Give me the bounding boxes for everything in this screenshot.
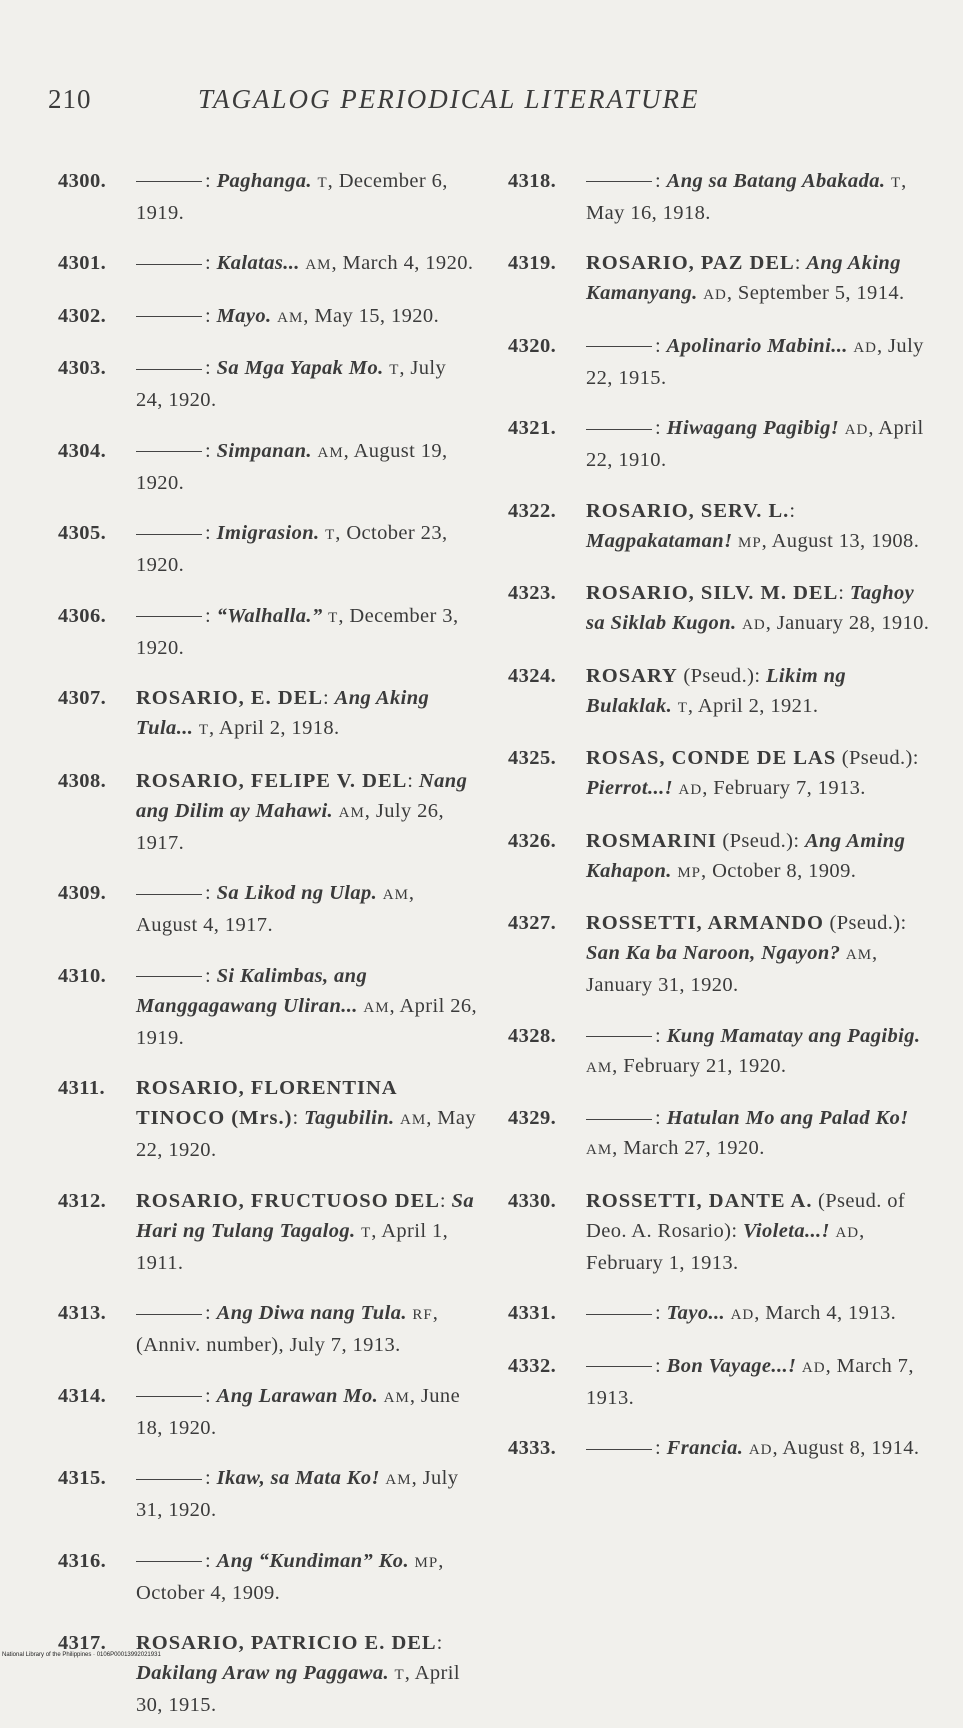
running-title: TAGALOG PERIODICAL LITERATURE	[198, 84, 700, 114]
entry-title: Kung Mamatay ang Pagibig.	[666, 1024, 921, 1047]
entry-periodical: MP	[677, 864, 702, 881]
entry-title: Ang sa Batang Abakada.	[666, 169, 886, 192]
entry-author: ROSARIO, PATRICIO E. DEL	[136, 1632, 437, 1654]
bibliography-entry	[58, 601, 478, 663]
entry-separator: :	[912, 747, 919, 769]
entry-author: ROSARIO, SILV. M. DEL	[586, 582, 839, 604]
entry-periodical: AM	[383, 1389, 410, 1406]
entry-date: , January 31, 1920.	[586, 942, 878, 996]
entry-periodical: AM	[277, 309, 304, 326]
entry-title: Kalatas...	[216, 252, 300, 274]
entry-number: 4304.	[58, 439, 107, 462]
ditto-dash	[136, 1314, 202, 1315]
entry-periodical: AD	[844, 422, 869, 438]
entry-periodical: AD	[748, 1442, 773, 1458]
bibliography-entry	[58, 1463, 478, 1525]
entry-number: 4328.	[508, 1024, 557, 1047]
bibliography-entry	[508, 661, 933, 723]
bibliography-entry	[508, 248, 933, 310]
entry-number: 4309.	[58, 882, 107, 904]
entry-title: Ang Aking Kamanyang.	[586, 252, 901, 304]
bibliography-entry	[58, 436, 478, 498]
entry-date: , August 19, 1920.	[136, 439, 448, 494]
entry-date: , February 1, 1913.	[586, 1219, 865, 1274]
entry-number: 4323.	[508, 582, 557, 604]
entry-periodical: AM	[317, 444, 344, 461]
bibliography-entry	[58, 878, 478, 940]
entry-separator: :	[205, 169, 217, 192]
right-column	[508, 145, 933, 1473]
entry-separator: :	[655, 1107, 667, 1129]
entry-date: , May 16, 1918.	[586, 169, 907, 224]
entry-periodical: AM	[586, 1059, 613, 1076]
entry-title: Ang “Kundiman” Ko.	[216, 1549, 409, 1572]
entry-periodical: T	[389, 362, 400, 378]
entry-periodical: T	[325, 527, 336, 543]
entry-number: 4300.	[58, 169, 107, 192]
entry-title: Pierrot...!	[586, 777, 673, 799]
entry-date: , April 1, 1911.	[136, 1219, 449, 1274]
entry-separator: :	[793, 829, 805, 852]
bibliography-entry	[58, 518, 478, 580]
entry-number: 4312.	[58, 1189, 107, 1212]
entry-separator: :	[794, 252, 807, 274]
entry-periodical: AD	[801, 1359, 826, 1376]
bibliography-entry	[508, 826, 933, 888]
ditto-dash	[136, 451, 202, 452]
entry-number: 4306.	[58, 604, 107, 627]
entry-title: Sa Mga Yapak Mo.	[216, 357, 384, 379]
bibliography-entry	[508, 578, 933, 640]
entry-date: , April 2, 1918.	[209, 717, 340, 739]
entry-number: 4308.	[58, 769, 107, 792]
entry-title: Bon Vayage...!	[666, 1354, 797, 1377]
entry-periodical: AD	[835, 1224, 860, 1241]
ditto-dash	[136, 316, 202, 317]
entry-date: , (Anniv. number), July 7, 1913.	[136, 1302, 439, 1356]
entry-number: 4317.	[58, 1632, 107, 1654]
ditto-dash	[136, 181, 202, 182]
entry-author: ROSARY	[586, 664, 678, 687]
entry-date: , April 26, 1919.	[136, 994, 478, 1049]
entry-date: , September 5, 1914.	[726, 282, 905, 304]
bibliography-entry	[58, 961, 478, 1053]
entry-separator: :	[655, 1354, 667, 1377]
entry-periodical: RF	[412, 1307, 433, 1323]
entry-title: Mayo.	[216, 304, 272, 327]
entry-number: 4303.	[58, 357, 107, 379]
entry-title: Hatulan Mo ang Palad Ko!	[666, 1107, 909, 1129]
entry-separator: :	[754, 664, 766, 687]
bibliography-entry	[58, 683, 478, 745]
entry-separator: :	[323, 687, 335, 709]
entry-periodical: AM	[305, 257, 332, 273]
ditto-dash	[136, 369, 202, 370]
entry-periodical: AM	[400, 1112, 427, 1128]
bibliography-entry	[508, 413, 933, 475]
entry-separator: :	[789, 499, 796, 522]
entry-separator: :	[205, 252, 217, 274]
entry-separator: :	[655, 1024, 667, 1047]
entry-date: , December 3, 1920.	[136, 604, 459, 659]
ditto-dash	[586, 1036, 652, 1037]
entry-number: 4329.	[508, 1107, 557, 1129]
entry-number: 4320.	[508, 334, 557, 357]
bibliography-entry	[58, 353, 478, 415]
entry-date: , October 8, 1909.	[701, 859, 857, 882]
entry-author: ROSMARINI	[586, 829, 717, 852]
entry-author: ROSARIO, FRUCTUOSO DEL	[136, 1189, 440, 1212]
entry-date: , April 2, 1921.	[687, 694, 819, 717]
entry-date: , August 4, 1917.	[136, 882, 415, 936]
entry-date: , July 31, 1920.	[136, 1467, 459, 1521]
entry-title: Sa Likod ng Ulap.	[216, 882, 378, 904]
entry-date: , July 24, 1920.	[136, 357, 447, 411]
entry-number: 4327.	[508, 912, 557, 934]
entry-number: 4325.	[508, 747, 557, 769]
scan-footer: National Library of the Philippines · 0106P00013992021931	[2, 1652, 161, 1658]
entry-author: ROSARIO, FLORENTINA TINOCO (Mrs.)	[136, 1077, 397, 1129]
entry-periodical: AD	[678, 782, 703, 798]
entry-date: , August 13, 1908.	[761, 529, 920, 552]
entry-separator: :	[292, 1107, 305, 1129]
entry-periodical: T	[890, 174, 902, 191]
entry-separator: :	[838, 582, 850, 604]
entry-periodical: AM	[586, 1142, 613, 1158]
entry-periodical: AM	[385, 1472, 412, 1488]
entry-title: Magpakataman!	[586, 529, 733, 552]
bibliography-entry	[508, 1433, 933, 1465]
entry-periodical: MP	[414, 1554, 439, 1571]
entry-number: 4305.	[58, 522, 107, 544]
entry-periodical: T	[328, 609, 339, 626]
entry-separator: :	[407, 769, 419, 792]
entry-separator: :	[205, 304, 217, 327]
ditto-dash	[586, 1449, 652, 1450]
entry-title: Nang ang Dilim ay Mahawi.	[136, 769, 468, 822]
entry-title: Simpanan.	[216, 439, 312, 462]
entry-separator: :	[205, 522, 217, 544]
entry-title: Francia.	[666, 1437, 744, 1459]
bibliography-entry	[58, 1073, 478, 1165]
entry-title: Hiwagang Pagibig!	[666, 417, 840, 439]
entry-title: Ang Aming Kahapon.	[586, 829, 906, 882]
entry-separator: :	[655, 1437, 667, 1459]
entry-date: , May 22, 1920.	[136, 1107, 477, 1161]
entry-separator: :	[205, 964, 217, 987]
entry-periodical: AM	[338, 804, 365, 821]
author-note: (Pseud.)	[716, 829, 794, 852]
entry-periodical: AD	[853, 339, 877, 356]
entry-separator: :	[655, 1302, 667, 1324]
entry-date: , October 4, 1909.	[136, 1549, 444, 1604]
entry-author: ROSSETTI, DANTE A.	[586, 1189, 813, 1212]
page-header	[48, 84, 928, 124]
entry-author: ROSARIO, E. DEL	[136, 687, 324, 709]
entry-title: Likim ng Bulaklak.	[586, 664, 847, 717]
entry-title: Paghanga.	[216, 169, 312, 192]
entry-title: “Walhalla.”	[216, 604, 323, 627]
entry-author: ROSARIO, PAZ DEL	[586, 252, 795, 274]
ditto-dash	[586, 346, 652, 347]
entry-periodical: T	[677, 699, 688, 716]
entry-separator: :	[205, 439, 217, 462]
bibliography-entry	[58, 166, 478, 228]
author-note: (Pseud.)	[836, 747, 913, 769]
ditto-dash	[136, 534, 202, 535]
ditto-dash	[136, 616, 202, 617]
entry-number: 4313.	[58, 1302, 107, 1324]
entry-separator: :	[205, 1302, 217, 1324]
entry-periodical: T	[394, 1667, 405, 1683]
entry-number: 4315.	[58, 1467, 107, 1489]
ditto-dash	[586, 181, 652, 182]
bibliography-entry	[58, 1628, 478, 1720]
entry-separator: :	[655, 169, 667, 192]
entry-periodical: AM	[382, 887, 409, 903]
entry-title: San Ka ba Naroon, Ngayon?	[586, 942, 841, 964]
entry-separator: :	[205, 1549, 217, 1572]
bibliography-entry	[58, 1546, 478, 1608]
entry-date: , March 4, 1920.	[331, 252, 474, 274]
entry-date: , February 7, 1913.	[702, 777, 866, 799]
entry-number: 4314.	[58, 1384, 107, 1407]
entry-title: Ang Larawan Mo.	[216, 1384, 379, 1407]
author-note: (Pseud.)	[677, 664, 755, 687]
entry-date: , May 15, 1920.	[303, 304, 440, 327]
entry-title: Tagubilin.	[304, 1107, 395, 1129]
entry-separator: :	[655, 334, 667, 357]
entry-title: Apolinario Mabini...	[666, 334, 848, 357]
bibliography-entry	[508, 166, 933, 228]
ditto-dash	[136, 1479, 202, 1480]
entry-number: 4310.	[58, 964, 107, 987]
entry-periodical: T	[317, 174, 328, 191]
bibliography-entry	[508, 1351, 933, 1413]
entry-number: 4324.	[508, 664, 557, 687]
entry-separator: :	[205, 1384, 217, 1407]
bibliography-entry	[508, 1021, 933, 1083]
entry-number: 4333.	[508, 1437, 557, 1459]
entry-date: , June 18, 1920.	[136, 1384, 461, 1439]
bibliography-entry	[58, 248, 478, 280]
bibliography-entry	[58, 301, 478, 333]
entry-number: 4322.	[508, 499, 557, 522]
entry-separator: :	[900, 912, 907, 934]
bibliography-entry	[58, 1186, 478, 1278]
author-note: (Pseud.)	[824, 912, 901, 934]
entry-title: Dakilang Araw ng Paggawa.	[136, 1662, 390, 1684]
entry-date: , March 4, 1913.	[754, 1302, 897, 1324]
entry-number: 4332.	[508, 1354, 557, 1377]
ditto-dash	[586, 429, 652, 430]
entry-title: Sa Hari ng Tulang Tagalog.	[136, 1189, 474, 1242]
entry-periodical: AD	[730, 1307, 755, 1323]
bibliography-entry	[508, 1298, 933, 1330]
entry-separator: :	[436, 1632, 443, 1654]
ditto-dash	[136, 894, 202, 895]
bibliography-entry	[508, 908, 933, 1000]
entry-number: 4321.	[508, 417, 557, 439]
bibliography-entry	[508, 743, 933, 805]
entry-separator: :	[205, 357, 217, 379]
entry-periodical: AM	[845, 947, 873, 963]
entry-number: 4301.	[58, 252, 107, 274]
page-number: 210	[48, 84, 92, 114]
entry-date: , July 26, 1917.	[136, 799, 444, 854]
entry-periodical: AD	[703, 287, 727, 303]
bibliography-entry	[508, 496, 933, 558]
ditto-dash	[136, 1561, 202, 1562]
entry-date: , October 23, 1920.	[136, 522, 448, 576]
bibliography-entry	[508, 331, 933, 393]
bibliography-entry	[508, 1186, 933, 1278]
author-note: (Pseud. of Deo. A. Rosario)	[586, 1189, 906, 1242]
entry-date: , April 22, 1910.	[586, 417, 924, 471]
entry-date: , March 27, 1920.	[612, 1137, 765, 1159]
entry-date: , August 8, 1914.	[772, 1437, 920, 1459]
left-column	[58, 145, 478, 1728]
entry-date: , January 28, 1910.	[765, 612, 930, 634]
entry-separator: :	[731, 1219, 743, 1242]
entry-date: , December 6, 1919.	[136, 169, 448, 224]
entry-periodical: T	[361, 1224, 372, 1241]
entry-title: Ang Aking Tula...	[136, 687, 430, 739]
bibliography-entry	[58, 766, 478, 858]
entry-title: Ikaw, sa Mata Ko!	[216, 1467, 380, 1489]
entry-separator: :	[205, 882, 217, 904]
entry-author: ROSSETTI, ARMANDO	[586, 912, 824, 934]
ditto-dash	[136, 264, 202, 265]
entry-author: ROSARIO, SERV. L.	[586, 499, 790, 522]
entry-number: 4316.	[58, 1549, 107, 1572]
entry-separator: :	[439, 1189, 452, 1212]
entry-number: 4319.	[508, 252, 557, 274]
entry-number: 4311.	[58, 1077, 105, 1099]
entry-separator: :	[205, 1467, 217, 1489]
bibliography-entry	[508, 1103, 933, 1165]
entry-date: , March 7, 1913.	[586, 1354, 914, 1409]
entry-title: Ang Diwa nang Tula.	[216, 1302, 407, 1324]
ditto-dash	[136, 1396, 202, 1397]
ditto-dash	[586, 1366, 652, 1367]
entry-date: , February 21, 1920.	[612, 1054, 787, 1077]
entry-periodical: AM	[363, 999, 390, 1016]
entry-periodical: MP	[737, 534, 762, 551]
entry-title: Violeta...!	[742, 1219, 830, 1242]
ditto-dash	[586, 1119, 652, 1120]
entry-date: , April 30, 1915.	[136, 1662, 460, 1716]
entry-title: Si Kalimbas, ang Manggagawang Uliran...	[136, 964, 368, 1017]
bibliography-entry	[58, 1381, 478, 1443]
bibliography-entry	[58, 1298, 478, 1360]
entry-periodical: T	[198, 722, 209, 738]
entry-separator: :	[655, 417, 667, 439]
entry-number: 4318.	[508, 169, 557, 192]
entry-periodical: AD	[742, 617, 766, 633]
entry-number: 4330.	[508, 1189, 557, 1212]
entry-title: Taghoy sa Siklab Kugon.	[586, 582, 915, 634]
entry-title: Tayo...	[666, 1302, 726, 1324]
ditto-dash	[586, 1314, 652, 1315]
entry-author: ROSAS, CONDE DE LAS	[586, 747, 837, 769]
entry-number: 4307.	[58, 687, 107, 709]
entry-separator: :	[205, 604, 217, 627]
entry-title: Imigrasion.	[216, 522, 320, 544]
entry-number: 4326.	[508, 829, 557, 852]
entry-number: 4331.	[508, 1302, 557, 1324]
entry-author: ROSARIO, FELIPE V. DEL	[136, 769, 408, 792]
entry-date: , July 22, 1915.	[586, 334, 924, 389]
ditto-dash	[136, 976, 202, 977]
entry-number: 4302.	[58, 304, 107, 327]
